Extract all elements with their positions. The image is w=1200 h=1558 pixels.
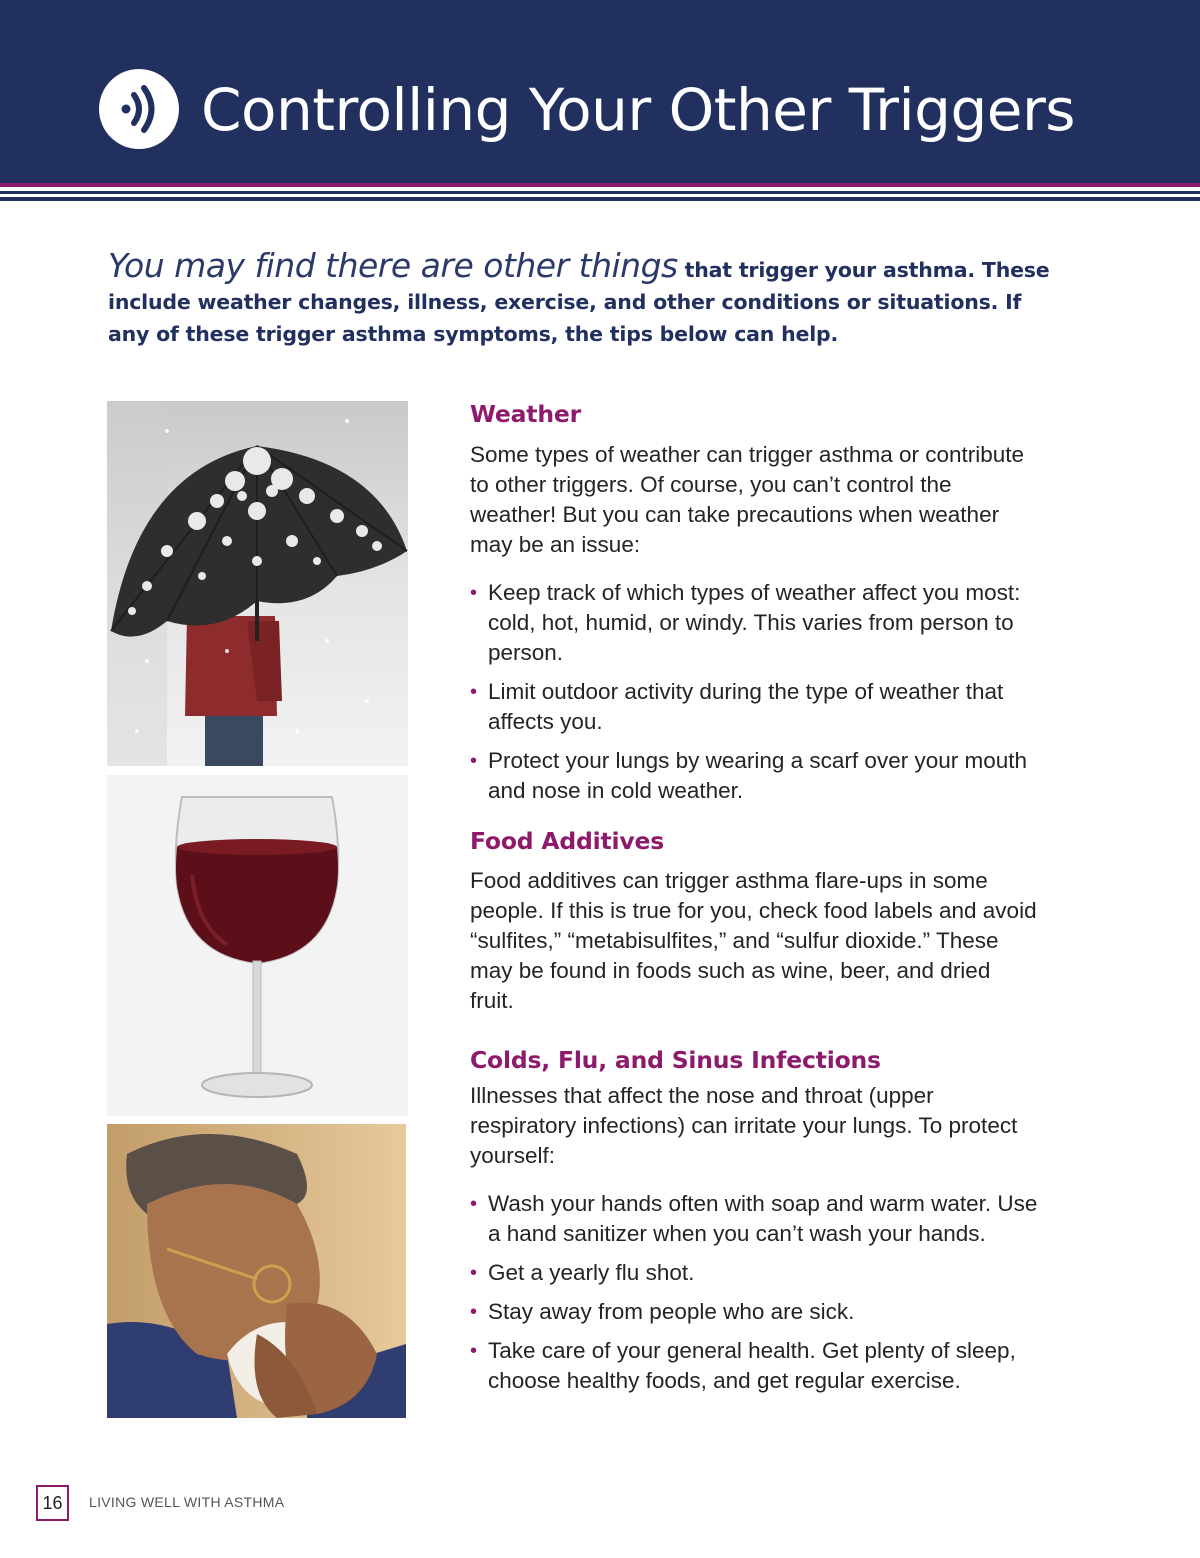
- colds-body: Illnesses that affect the nose and throat (upper respiratory infections) can irritate your lungs. To protect yourself:: [470, 1083, 1018, 1168]
- sound-waves-icon: [99, 69, 179, 149]
- food-additives-body: Food additives can trigger asthma flare-ups in some people. If this is true for you, check food labels and avoid “sulfites,” “metabisulfites,” and “sulfur dioxide.” These may be found in foods such as wine, beer, and dried fruit.: [470, 868, 1037, 1013]
- weather-heading: Weather: [470, 400, 581, 428]
- weather-body: Some types of weather can trigger asthma or contribute to other triggers. Of course, you can’t control the weather! But you can take precautions when weather may be an issue:: [470, 442, 1025, 557]
- page-number: 16: [36, 1485, 69, 1521]
- list-item: • Protect your lungs by wearing a scarf over your mouth and nose in cold weather.: [470, 748, 1028, 803]
- umbrella-snow-photo: [107, 401, 408, 766]
- list-item: • Wash your hands often with soap and warm water. Use a hand sanitizer when you can’t wash your hands.: [470, 1191, 1038, 1246]
- colds-section: [470, 1039, 1040, 1396]
- food-additives-heading: Food Additives: [470, 827, 665, 855]
- food-additives-section: [470, 820, 1040, 1016]
- intro-text: that trigger your asthma. These include weather changes, illness, exercise, and other conditions or situations. If any of these trigger asthma symptoms, the tips below can help.: [108, 258, 1050, 346]
- intro-paragraph: [108, 246, 1068, 350]
- list-item: • Keep track of which types of weather affect you most: cold, hot, humid, or windy. This varies from person to person.: [470, 580, 1021, 665]
- weather-tips-list: [470, 578, 1040, 806]
- colds-heading: Colds, Flu, and Sinus Infections: [470, 1046, 881, 1074]
- list-item: • Stay away from people who are sick.: [470, 1299, 855, 1324]
- weather-section: [470, 393, 1040, 806]
- intro-lead: You may find there are other things: [108, 246, 678, 285]
- list-item: • Take care of your general health. Get plenty of sleep, choose healthy foods, and get regular exercise.: [470, 1338, 1016, 1393]
- list-item: • Limit outdoor activity during the type of weather that affects you.: [470, 679, 1004, 734]
- wine-glass-photo: [107, 775, 408, 1116]
- main-content: [470, 393, 1040, 1396]
- header-stripe: [0, 197, 1200, 201]
- header-stripe-accent: [0, 183, 1200, 187]
- page-title: Controlling Your Other Triggers: [201, 76, 1076, 144]
- man-sneezing-photo: [107, 1124, 406, 1418]
- footer-title: LIVING WELL WITH ASTHMA: [89, 1494, 285, 1510]
- header-stripe: [0, 191, 1200, 194]
- colds-tips-list: [470, 1189, 1040, 1396]
- list-item: • Get a yearly flu shot.: [470, 1260, 695, 1285]
